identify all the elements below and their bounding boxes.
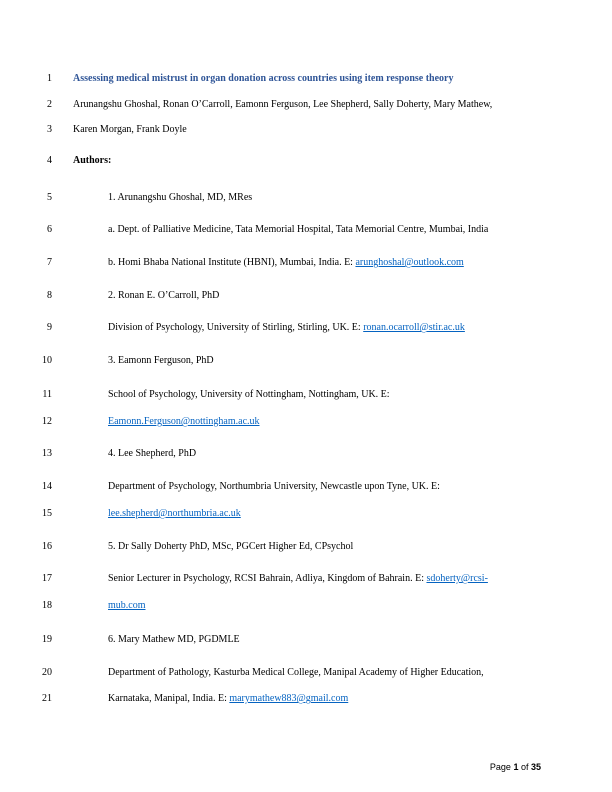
author-list-cont: Karen Morgan, Frank Doyle — [73, 124, 187, 135]
affiliation-line — [108, 322, 465, 334]
affiliation-line — [108, 600, 146, 612]
total-pages-number: 35 — [530, 762, 541, 772]
affiliation-line — [108, 573, 488, 585]
author-2-name: 2. Ronan E. O’Carroll, PhD — [108, 290, 220, 301]
page-footer — [490, 762, 541, 772]
email-link[interactable]: mub.com — [108, 600, 146, 611]
line-number: 6 — [47, 224, 52, 235]
paper-title: Assessing medical mistrust in organ donation across countries using item response theory — [73, 73, 454, 84]
affiliation-line — [108, 693, 348, 705]
line-number: 14 — [42, 481, 52, 492]
author-4-name: 4. Lee Shepherd, PhD — [108, 448, 197, 459]
affiliation-text: Division of Psychology, University of Stirling, Stirling, UK. E: — [108, 322, 364, 333]
current-page-number: 1 — [513, 762, 519, 772]
line-number: 11 — [42, 389, 52, 400]
email-link[interactable]: marymathew883@gmail.com — [229, 693, 349, 704]
affiliation-text: a. Dept. of Palliative Medicine, Tata Memorial Hospital, Tata Memorial Centre, Mumbai, India — [108, 224, 489, 235]
affiliation-text: Department of Pathology, Kasturba Medical College, Manipal Academy of Higher Education, — [108, 667, 484, 678]
author-5-name: 5. Dr Sally Doherty PhD, MSc, PGCert Higher Ed, CPsychol — [108, 541, 354, 552]
email-link[interactable]: ronan.ocarroll@stir.ac.uk — [363, 322, 465, 333]
affiliation-line — [108, 508, 241, 520]
page-of-label: of — [518, 762, 531, 772]
line-number: 19 — [42, 634, 52, 645]
author-1-name: 1. Arunangshu Ghoshal, MD, MRes — [108, 192, 253, 203]
affiliation-text: School of Psychology, University of Nottingham, Nottingham, UK. E: — [108, 389, 390, 400]
affiliation-text: b. Homi Bhaba National Institute (HBNI), Mumbai, India. E: — [108, 257, 356, 268]
affiliation-text: Department of Psychology, Northumbria University, Newcastle upon Tyne, UK. E: — [108, 481, 440, 492]
author-list: Arunangshu Ghoshal, Ronan O’Carroll, Eamonn Ferguson, Lee Shepherd, Sally Doherty, Mary Mathew, — [73, 99, 493, 110]
line-number: 20 — [42, 667, 52, 678]
line-number: 21 — [42, 693, 52, 704]
line-number: 12 — [42, 416, 52, 427]
line-number: 16 — [42, 541, 52, 552]
line-number: 5 — [47, 192, 52, 203]
line-number: 9 — [47, 322, 52, 333]
affiliation-text: Karnataka, Manipal, India. E: — [108, 693, 230, 704]
line-number: 17 — [42, 573, 52, 584]
line-number: 10 — [42, 355, 52, 366]
line-number: 3 — [47, 124, 52, 135]
line-number: 18 — [42, 600, 52, 611]
author-3-name: 3. Eamonn Ferguson, PhD — [108, 355, 214, 366]
line-number: 4 — [47, 155, 52, 166]
line-number: 7 — [47, 257, 52, 268]
page-label: Page — [489, 762, 514, 772]
email-link[interactable]: arunghoshal@outlook.com — [355, 257, 464, 268]
author-6-name: 6. Mary Mathew MD, PGDMLE — [108, 634, 240, 645]
affiliation-text: Senior Lecturer in Psychology, RCSI Bahrain, Adliya, Kingdom of Bahrain. E: — [108, 573, 427, 584]
email-link[interactable]: lee.shepherd@northumbria.ac.uk — [108, 508, 241, 519]
email-link[interactable]: sdoherty@rcsi- — [426, 573, 488, 584]
line-number: 1 — [47, 73, 52, 84]
line-number: 8 — [47, 290, 52, 301]
affiliation-line — [108, 416, 260, 428]
authors-heading: Authors: — [73, 155, 112, 166]
email-link[interactable]: Eamonn.Ferguson@nottingham.ac.uk — [108, 416, 260, 427]
line-number: 13 — [42, 448, 52, 459]
affiliation-line — [108, 257, 464, 269]
line-number: 15 — [42, 508, 52, 519]
line-number: 2 — [47, 99, 52, 110]
